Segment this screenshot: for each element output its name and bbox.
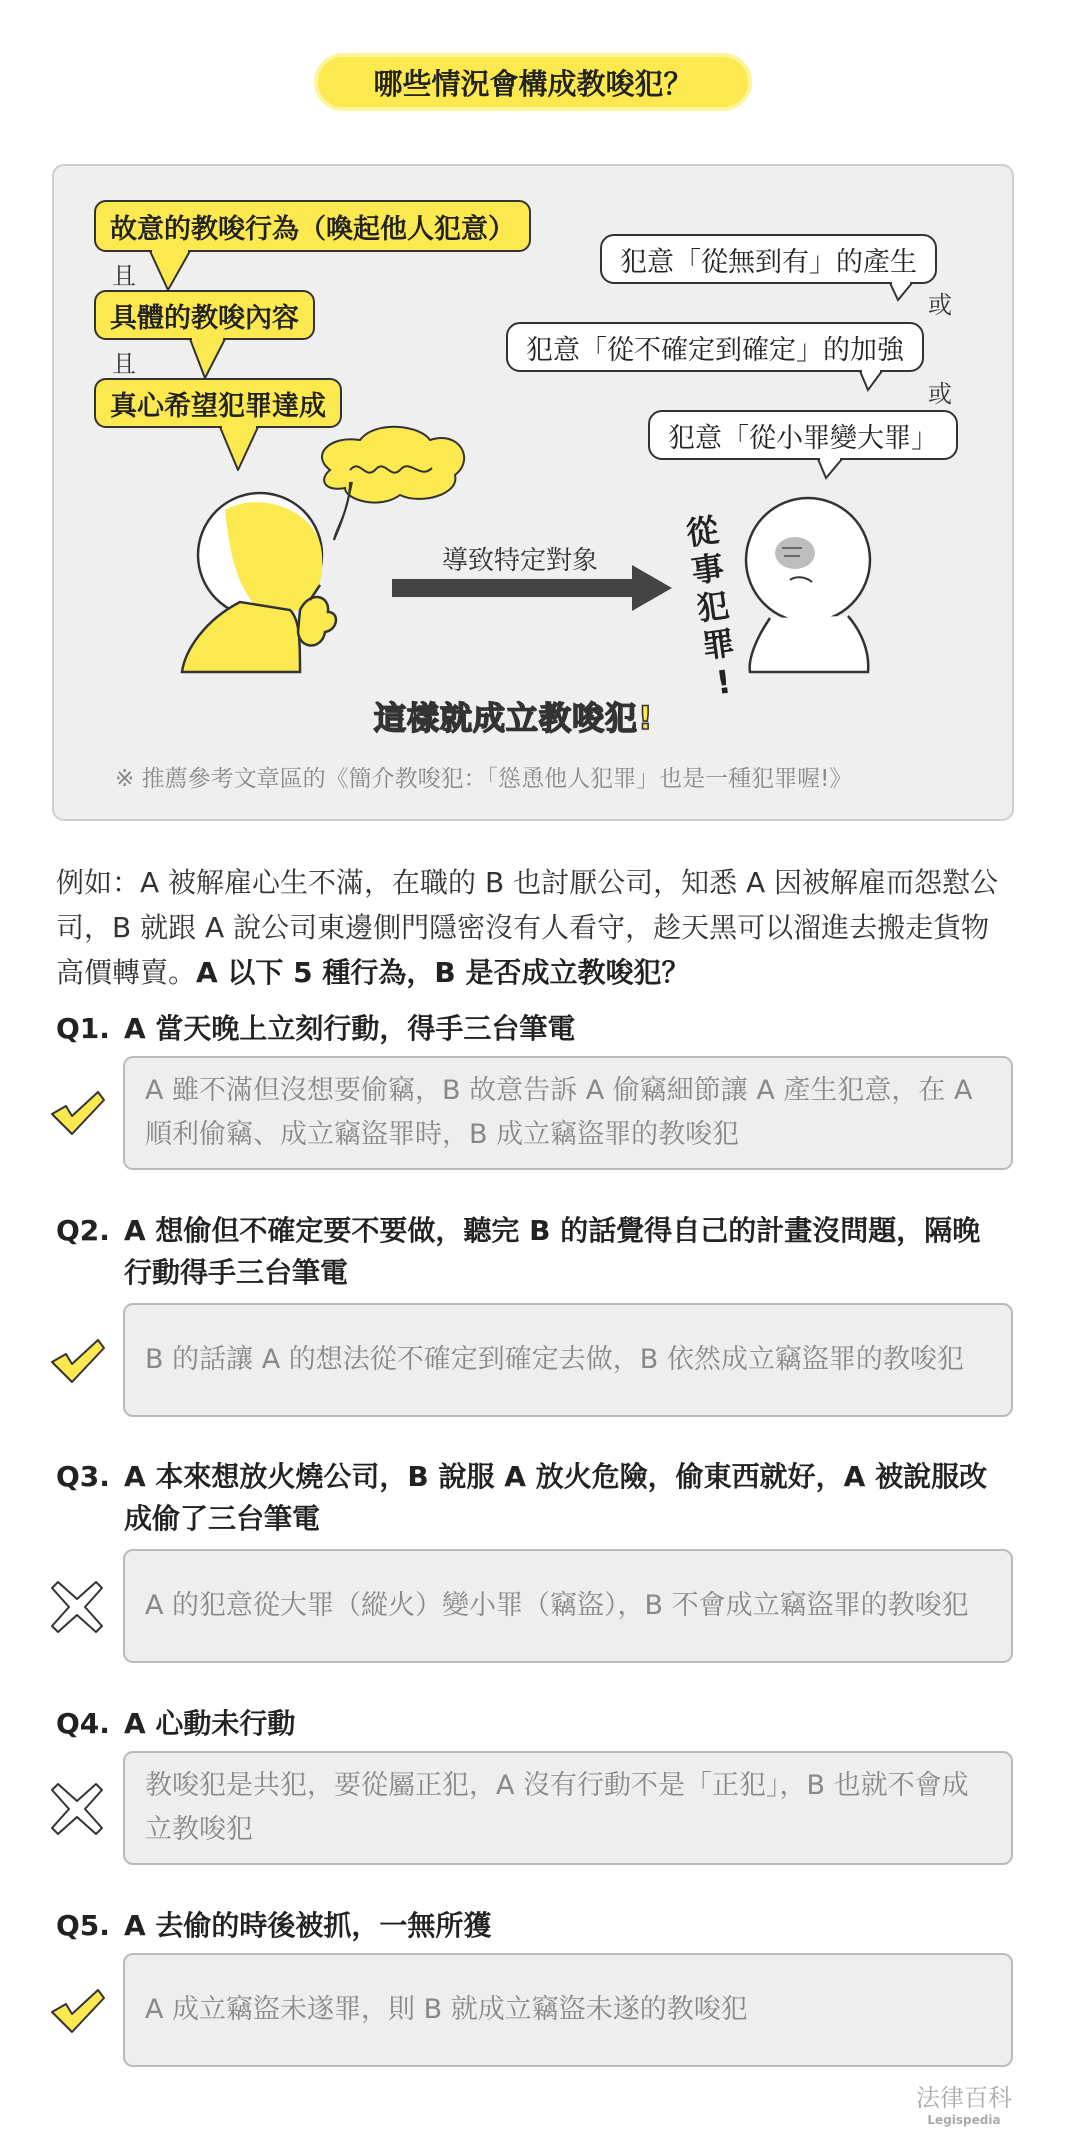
answer-1-text: A 雖不滿但沒想要偷竊，B 故意告訴 A 偷竊細節讓 A 產生犯意，在 A 順利偷竊、成立竊盜罪時，B 成立竊盜罪的教唆犯 (145, 1075, 973, 1150)
question-3-number: Q3. (56, 1460, 110, 1493)
check-icon (48, 1982, 106, 2040)
question-5-title (56, 1905, 1004, 1947)
question-3-title (56, 1456, 1004, 1540)
question-1-text: A 當天晚上立刻行動，得手三台筆電 (124, 1012, 576, 1045)
bubble-tail-5 (860, 371, 882, 390)
victim-figure (746, 498, 870, 672)
or-label-1: 或 (928, 291, 952, 319)
shout-char-4: 罪 (699, 623, 737, 666)
question-1-number: Q1. (56, 1012, 110, 1045)
answer-5-text: A 成立竊盜未遂罪，則 B 就成立竊盜未遂的教唆犯 (145, 1994, 748, 2025)
or-label-2: 或 (928, 380, 952, 408)
answer-1-box (123, 1056, 1013, 1170)
question-3-text: A 本來想放火燒公司，B 說服 A 放火危險，偷東西就好，A 被說服改成偷了三台筆電 (124, 1460, 988, 1535)
answer-5-box (123, 1953, 1013, 2067)
legispedia-logo (912, 2078, 1016, 2127)
condition-bubble-3: 真心希望犯罪達成 (94, 378, 342, 428)
cross-icon (48, 1780, 106, 1838)
question-2-title (56, 1210, 1004, 1294)
bubble-tail-4 (890, 283, 912, 300)
intro-question: A 以下 5 種行為，B 是否成立教唆犯？ (196, 956, 690, 989)
question-4-title (56, 1703, 1004, 1745)
question-2-number: Q2. (56, 1214, 110, 1247)
instigator-figure (182, 493, 336, 672)
bubble-tail-6 (818, 459, 842, 478)
outcome-bubble-1: 犯意「從無到有」的產生 (600, 234, 937, 284)
bubble-tail-2 (190, 339, 225, 378)
answer-3-text: A 的犯意從大罪（縱火）變小罪（竊盜），B 不會成立竊盜罪的教唆犯 (145, 1590, 969, 1621)
question-4-number: Q4. (56, 1707, 110, 1740)
question-4-text: A 心動未行動 (124, 1707, 296, 1740)
question-1-title (56, 1008, 1004, 1050)
reference-note: ※ 推薦參考文章區的《簡介教唆犯：「慫恿他人犯罪」也是一種犯罪喔!》 (115, 766, 853, 792)
condition-bubble-2: 具體的教唆內容 (94, 290, 315, 340)
condition-bubble-1: 故意的教唆行為（喚起他人犯意） (94, 200, 531, 252)
check-icon (48, 1332, 106, 1390)
answer-4-box (123, 1751, 1013, 1865)
outcome-bubble-2: 犯意「從不確定到確定」的加強 (506, 322, 924, 372)
answer-2-text: B 的話讓 A 的想法從不確定到確定去做，B 依然成立竊盜罪的教唆犯 (145, 1344, 964, 1375)
cross-icon (48, 1578, 106, 1636)
question-5-number: Q5. (56, 1909, 110, 1942)
shout-char-1: 從 (683, 510, 721, 553)
logo-text-zh: 法律百科 (916, 2084, 1012, 2112)
answer-4-text: 教唆犯是共犯，要從屬正犯，A 沒有行動不是「正犯」，B 也就不會成立教唆犯 (145, 1770, 969, 1845)
page-title: 哪些情況會構成教唆犯？ (314, 53, 752, 111)
shout-char-5: ! (713, 662, 734, 703)
arrow-shaft (392, 579, 637, 597)
shout-char-2: 事 (689, 548, 727, 591)
intro-text: 例如：A 被解雇心生不滿，在職的 B 也討厭公司，知悉 A 因被解雇而怨懟公司，B 就跟 A 說公司東邊側門隱密沒有人看守，趁天黑可以溜進去搬走貨物高價轉賣。 (56, 866, 999, 989)
question-2-text: A 想偷但不確定要不要做，聽完 B 的話覺得自己的計畫沒問題，隔晚行動得手三台筆電 (124, 1214, 981, 1289)
shout-char-3: 犯 (694, 585, 732, 629)
logo-text-en: Legispedia (927, 2113, 1001, 2127)
and-label-1: 且 (112, 262, 136, 290)
answer-2-box (123, 1303, 1013, 1417)
check-icon (48, 1084, 106, 1142)
thought-bubble (322, 427, 464, 540)
arrow-head (632, 565, 672, 611)
bubble-tail-1 (150, 251, 190, 290)
answer-3-box (123, 1549, 1013, 1663)
outcome-bubble-3: 犯意「從小罪變大罪」 (648, 410, 958, 460)
and-label-2: 且 (112, 350, 136, 378)
bubble-tail-3 (220, 427, 258, 470)
intro-paragraph (56, 860, 1016, 995)
arrow-label: 導致特定對象 (442, 546, 599, 576)
question-5-text: A 去偷的時後被抓，一無所獲 (124, 1909, 492, 1942)
result-text: 這樣就成立教唆犯! (374, 699, 654, 737)
